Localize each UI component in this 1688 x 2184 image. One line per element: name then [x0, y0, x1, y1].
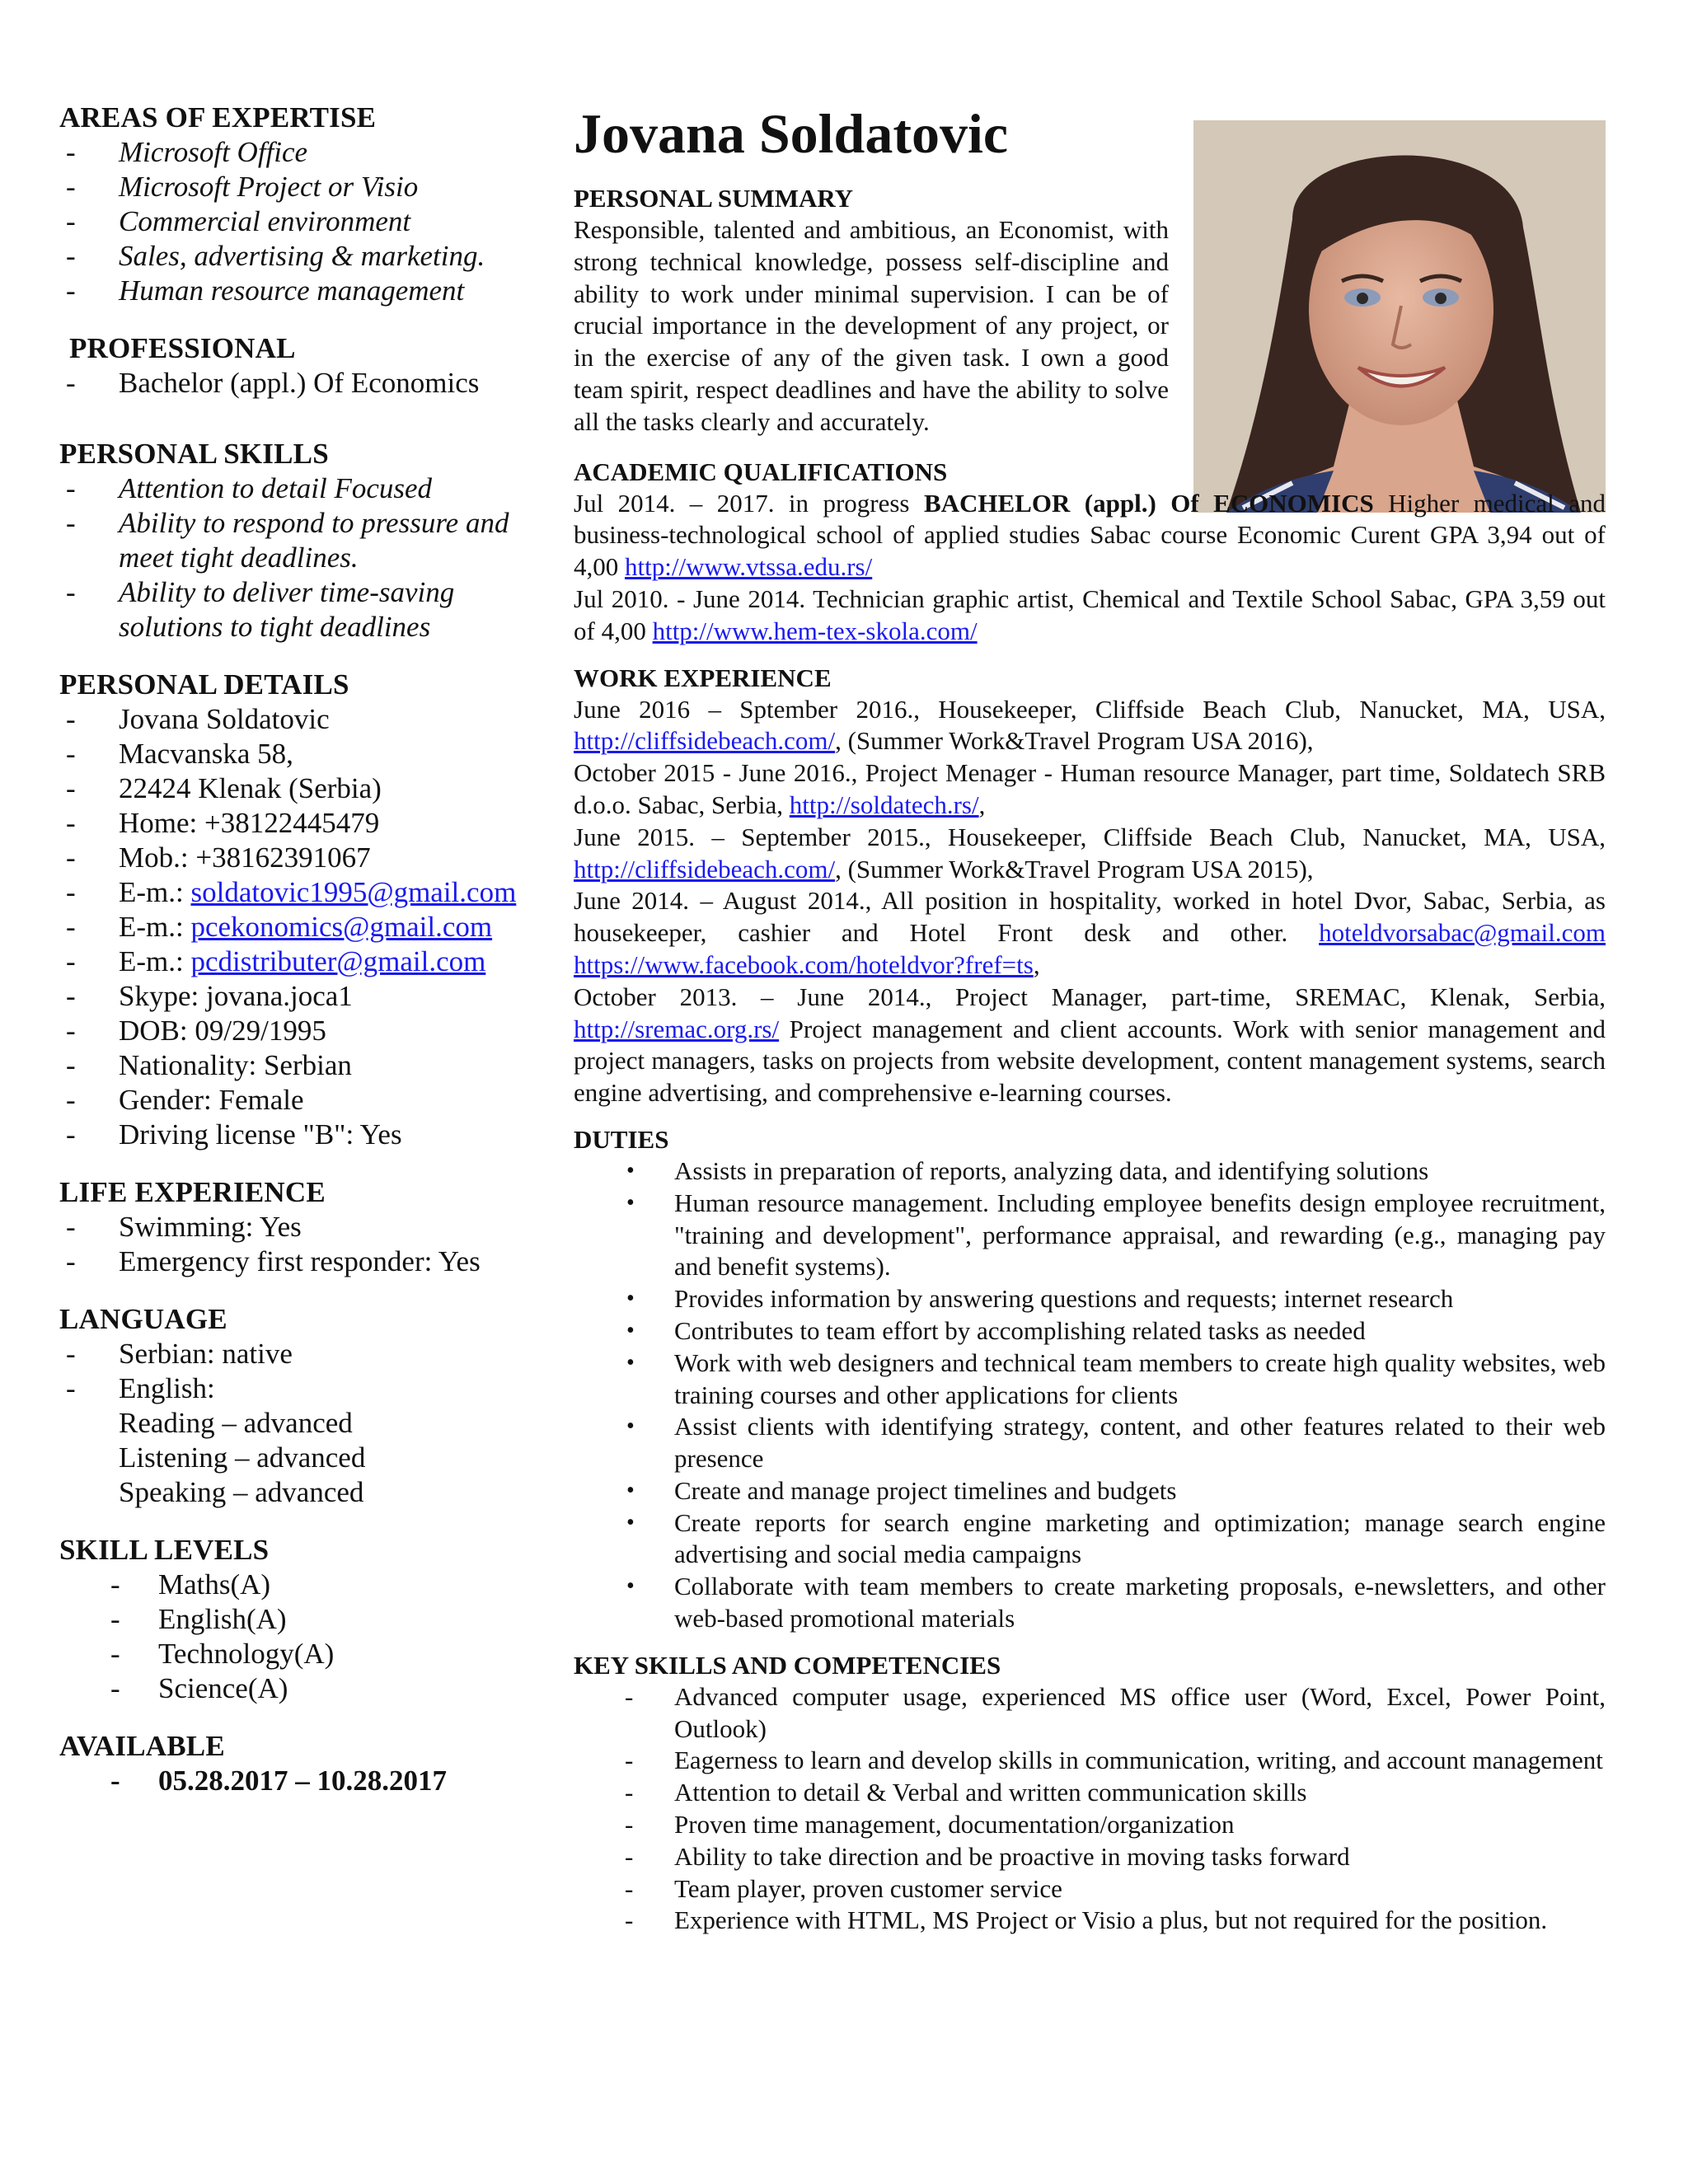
entry-text: Jul 2010. - June 2014. Technician graphic artist, Chemical and Textile School Sabac, GPA 3,59 out of 4,00 [574, 583, 1606, 645]
employer-email-link[interactable]: hoteldvorsabac@gmail.com [1319, 918, 1606, 948]
school-website-link[interactable]: http://www.vtssa.edu.rs/ [625, 552, 873, 582]
skill-item: - Team player, proven customer service [574, 1873, 1606, 1905]
entry-text: Project management and client accounts. Work with senior management and project managers, tasks on projects from website development, content management systems, search engine advertising, and comprehensive e-learning courses. [574, 1014, 1606, 1108]
section-heading: PERSONAL SUMMARY [574, 184, 854, 213]
section-heading: ACADEMIC QUALIFICATIONS [574, 457, 948, 486]
language-section [59, 1302, 554, 1510]
email-prefix: E-m.: [119, 911, 191, 943]
duty-item: • Assist clients with identifying strategy, content, and other features related to their web presence [574, 1411, 1606, 1475]
email-link[interactable]: soldatovic1995@gmail.com [190, 876, 517, 908]
language-skill: Reading – advanced [119, 1407, 353, 1439]
entry-text: June 2016 – Sptember 2016., Housekeeper, Cliffside Beach Club, Nanucket, MA, USA, [574, 694, 1606, 724]
entry-text: June 2014. – August 2014., All position in hospitality, worked in hotel Dvor, Sabac, Serbia, as housekeeper, cashier and Hotel Front desk and other. [574, 886, 1606, 948]
skill-item: - Advanced computer usage, experienced MS office user (Word, Excel, Power Point, Outlook) [574, 1681, 1606, 1746]
list-item: - Ability to respond to pressure and [59, 506, 554, 541]
candidate-name: Jovana Soldatovic [574, 102, 1009, 165]
duty-item: • Assists in preparation of reports, analyzing data, and identifying solutions [574, 1155, 1606, 1188]
detail-driving-license: - Driving license "B": Yes [59, 1118, 554, 1152]
detail-mobile-phone: - Mob.: +38162391067 [59, 841, 554, 875]
duties-section [574, 1124, 1606, 1635]
qualification-entry [574, 488, 1606, 583]
list-item: - Human resource management [59, 274, 554, 308]
availability-dates: - 05.28.2017 – 10.28.2017 [59, 1764, 554, 1798]
list-item: - Commercial environment [59, 204, 554, 239]
work-entry [574, 982, 1606, 1109]
professional-section [59, 331, 554, 401]
personal-skills-section [59, 437, 554, 644]
work-entry [574, 885, 1606, 981]
list-item: - Technology(A) [59, 1637, 554, 1671]
section-heading: PERSONAL SKILLS [59, 438, 329, 470]
employer-website-link[interactable]: http://cliffsidebeach.com/ [574, 854, 836, 883]
entry-text: , (Summer Work&Travel Program USA 2016), [835, 726, 1314, 756]
detail-email-1 [59, 875, 554, 910]
section-heading: AVAILABLE [59, 1730, 225, 1762]
detail-nationality: - Nationality: Serbian [59, 1048, 554, 1083]
list-item: - Sales, advertising & marketing. [59, 239, 554, 274]
list-item: - Ability to deliver time-saving [59, 575, 554, 610]
work-experience-section [574, 663, 1606, 1109]
work-entry [574, 694, 1606, 758]
detail-city: - 22424 Klenak (Serbia) [59, 771, 554, 806]
detail-skype: - Skype: jovana.joca1 [59, 979, 554, 1014]
detail-gender: - Gender: Female [59, 1083, 554, 1118]
section-heading: WORK EXPERIENCE [574, 663, 832, 692]
duty-item: • Create and manage project timelines and budgets [574, 1475, 1606, 1507]
list-item: - Science(A) [59, 1671, 554, 1706]
section-heading: LIFE EXPERIENCE [59, 1176, 326, 1208]
detail-street: - Macvanska 58, [59, 737, 554, 771]
list-item: - Swimming: Yes [59, 1210, 554, 1244]
detail-home-phone: - Home: +38122445479 [59, 806, 554, 841]
detail-email-3 [59, 944, 554, 979]
detail-dob: - DOB: 09/29/1995 [59, 1014, 554, 1048]
list-item: - Serbian: native [59, 1337, 554, 1371]
list-item: - English(A) [59, 1602, 554, 1637]
language-skill: Listening – advanced [119, 1441, 366, 1474]
email-link[interactable]: pcekonomics@gmail.com [190, 911, 493, 943]
qualification-entry [574, 583, 1606, 648]
list-item-continuation: meet tight deadlines. [119, 541, 359, 574]
academic-section [574, 457, 1606, 648]
duty-item: • Collaborate with team members to create marketing proposals, e-newsletters, and other web-based promotional materials [574, 1571, 1606, 1635]
section-heading: PROFESSIONAL [69, 332, 296, 364]
detail-email-2 [59, 910, 554, 944]
work-entry [574, 822, 1606, 886]
duty-item: • Provides information by answering questions and requests; internet research [574, 1283, 1606, 1315]
skill-item: - Attention to detail & Verbal and written communication skills [574, 1777, 1606, 1809]
personal-details-section [59, 668, 554, 1152]
list-item: - Attention to detail Focused [59, 471, 554, 506]
areas-of-expertise-section [59, 101, 554, 308]
skill-item: - Experience with HTML, MS Project or Visio a plus, but not required for the position. [574, 1905, 1606, 1937]
personal-summary-section [574, 183, 1606, 438]
school-website-link[interactable]: http://www.hem-tex-skola.com/ [652, 616, 978, 645]
section-heading: AREAS OF EXPERTISE [59, 101, 377, 134]
email-prefix: E-m.: [119, 945, 191, 977]
summary-text: Responsible, talented and ambitious, an Economist, with strong technical knowledge, possess self-discipline and ability to work under minimal supervision. I can be of crucial importance in the development of any project, or in the exercise of any of the given task. I own a good team spirit, respect deadlines and have the ability to solve all the tasks clearly and accurately. [574, 215, 1169, 436]
section-heading: PERSONAL DETAILS [59, 668, 349, 701]
section-heading: DUTIES [574, 1124, 669, 1154]
employer-website-link[interactable]: http://soldatech.rs/ [789, 790, 979, 819]
entry-text: October 2013. – June 2014., Project Manager, part-time, SREMAC, Klenak, Serbia, [574, 982, 1606, 1011]
list-item: - Bachelor (appl.) Of Economics [59, 366, 554, 401]
entry-text: October 2015 - June 2016., Project Menager - Human resource Manager, part time, Soldatech SRB d.o.o. Sabac, Serbia, [574, 758, 1606, 819]
skill-item: - Ability to take direction and be proactive in moving tasks forward [574, 1841, 1606, 1873]
employer-website-link[interactable]: http://cliffsidebeach.com/ [574, 726, 836, 756]
work-entry [574, 757, 1606, 822]
duty-item: • Contributes to team effort by accomplishing related tasks as needed [574, 1315, 1606, 1347]
list-item: - English: [59, 1371, 554, 1406]
duty-item: • Create reports for search engine marketing and optimization; manage search engine advertising and social media campaigns [574, 1507, 1606, 1572]
available-section [59, 1729, 554, 1798]
entry-text: June 2015. – September 2015., Housekeeper, Cliffside Beach Club, Nanucket, MA, USA, [574, 822, 1606, 851]
employer-facebook-link[interactable]: https://www.facebook.com/hoteldvor?fref=ts [574, 949, 1034, 979]
duty-item: • Human resource management. Including employee benefits design employee recruitment, "training and development", performance appraisal, and rewarding (e.g., managing pay and benefit systems). [574, 1188, 1606, 1283]
list-item-continuation: solutions to tight deadlines [119, 611, 431, 643]
entry-text: , (Summer Work&Travel Program USA 2015), [835, 854, 1314, 883]
list-item: - Microsoft Project or Visio [59, 170, 554, 204]
email-link[interactable]: pcdistributer@gmail.com [190, 945, 486, 977]
employer-website-link[interactable]: http://sremac.org.rs/ [574, 1014, 780, 1043]
detail-name: - Jovana Soldatovic [59, 702, 554, 737]
list-item: - Maths(A) [59, 1568, 554, 1602]
section-heading: SKILL LEVELS [59, 1534, 270, 1566]
language-skill: Speaking – advanced [119, 1476, 364, 1508]
entry-text: , [978, 790, 986, 819]
skill-item: - Eagerness to learn and develop skills in communication, writing, and account management [574, 1745, 1606, 1777]
skill-item: - Proven time management, documentation/organization [574, 1809, 1606, 1841]
entry-text: Higher medical and business-technological school of applied studies Sabac course Economic Curent GPA 3,94 out of 4,00 [574, 488, 1606, 582]
key-skills-section [574, 1650, 1606, 1937]
section-heading: KEY SKILLS AND COMPETENCIES [574, 1650, 1001, 1680]
email-prefix: E-m.: [119, 876, 191, 908]
entry-text: Jul 2014. – 2017. in progress [574, 488, 924, 518]
skill-levels-section [59, 1533, 554, 1706]
section-heading: LANGUAGE [59, 1303, 227, 1335]
left-column [59, 101, 554, 1821]
entry-text: , [1033, 949, 1040, 979]
duty-item: • Work with web designers and technical team members to create high quality websites, web training courses and other applications for clients [574, 1347, 1606, 1412]
right-column [574, 183, 1606, 1952]
list-item: - Emergency first responder: Yes [59, 1244, 554, 1279]
list-item: - Microsoft Office [59, 135, 554, 170]
degree-title: BACHELOR (appl.) Of ECONOMICS [923, 488, 1374, 518]
life-experience-section [59, 1175, 554, 1279]
